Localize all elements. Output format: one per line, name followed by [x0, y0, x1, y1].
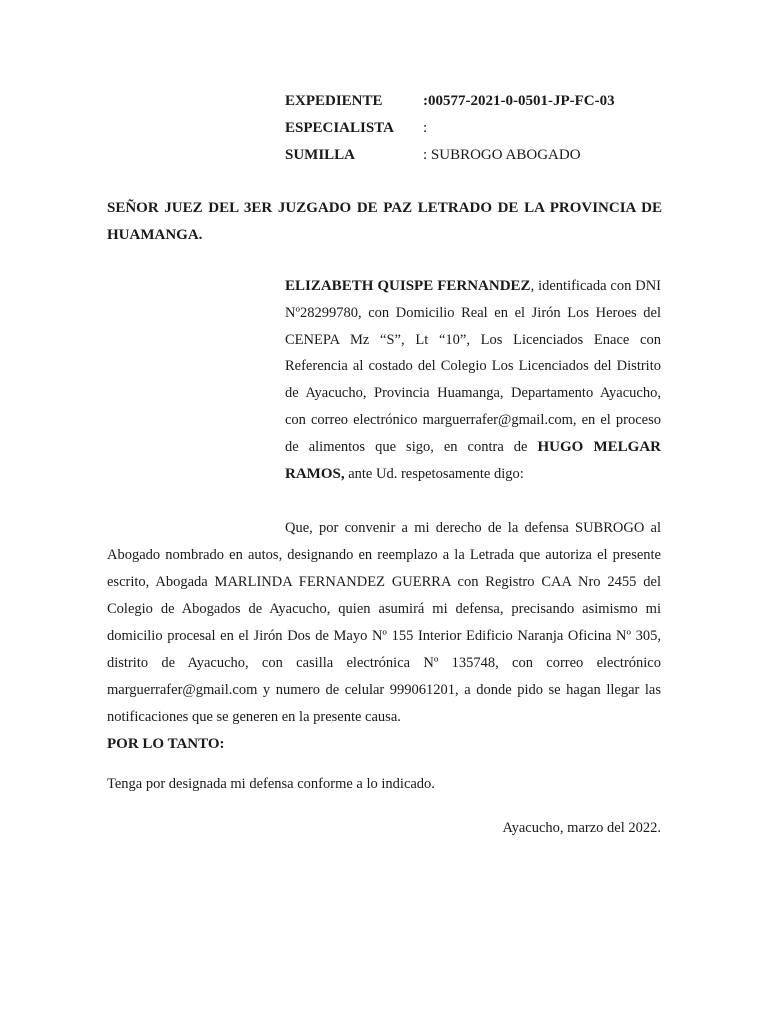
expediente-row [285, 88, 665, 115]
expediente-value: :00577-2021-0-0501-JP-FC-03 [423, 93, 615, 109]
sumilla-value: : SUBROGO ABOGADO [423, 147, 581, 163]
petitioner-name: ELIZABETH QUISPE FERNANDEZ [285, 278, 531, 294]
especialista-row [285, 115, 665, 142]
expediente-label: EXPEDIENTE [285, 93, 383, 109]
intro-text-2: ante Ud. respetosamente digo: [344, 465, 524, 482]
closing-request: Tenga por designada mi defensa conforme a lo indicado. [107, 776, 435, 792]
especialista-value: : [423, 120, 428, 136]
por-lo-tanto-heading: POR LO TANTO: [107, 736, 225, 752]
sumilla-label: SUMILLA [285, 147, 356, 163]
intro-text-1: , identificada con DNI Nº28299780, con Domicilio Real en el Jirón Los Heroes del CENEPA Mz “S”, Lt “10”, Los Licenciados Enace con Referencia al costado del Colegio Los Licenciados del Distrito de Ayacucho, Provincia Huamanga, Departamento Ayacucho, con correo electrónico marguerrafer@gmail.com, en el proceso de alimentos que sigo, en contra de [285, 278, 661, 455]
intro-paragraph [285, 273, 661, 487]
case-header [285, 88, 665, 169]
defendant-name: HUGO MELGAR RAMOS, [285, 438, 661, 482]
addressee: SEÑOR JUEZ DEL 3ER JUZGADO DE PAZ LETRADO DE LA PROVINCIA DE HUAMANGA. [107, 200, 662, 243]
place-date: Ayacucho, marzo del 2022. [502, 820, 661, 836]
especialista-label: ESPECIALISTA [285, 120, 394, 136]
body-text: Que, por convenir a mi derecho de la defensa SUBROGO al Abogado nombrado en autos, designando en reemplazo a la Letrada que autoriza el presente escrito, Abogada MARLINDA FERNANDEZ GUERRA con Registro CAA Nro 2455 del Colegio de Abogados de Ayacucho, quien asumirá mi defensa, precisando asimismo mi domicilio procesal en el Jirón Dos de Mayo Nº 155 Interior Edificio Naranja Oficina Nº 305, distrito de Ayacucho, con casilla electrónica Nº 135748, con correo electrónico marguerrafer@gmail.com y numero de celular 999061201, a donde pido se hagan llegar las notificaciones que se generen en la presente causa. [107, 520, 661, 725]
sumilla-row [285, 142, 665, 169]
body-paragraph [107, 515, 661, 731]
